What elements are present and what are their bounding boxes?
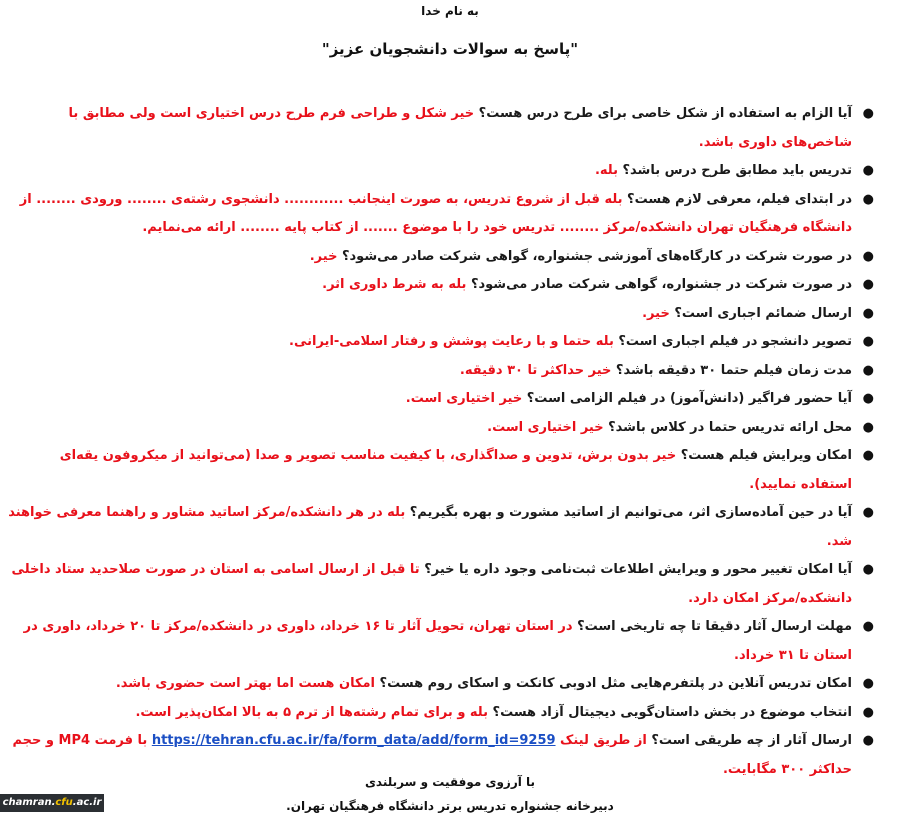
qa-item xyxy=(8,613,874,670)
answer-text: بله و برای تمام رشته‌ها از ترم ۵ به بالا امکان‌پذیر است. xyxy=(135,704,488,720)
question-text: انتخاب موضوع در بخش داستان‌گویی دیجیتال آزاد هست؟ xyxy=(488,704,852,720)
closing-signature xyxy=(0,770,900,818)
bullet-icon: ● xyxy=(862,305,874,321)
question-text: مهلت ارسال آثار دقیقا تا چه تاریخی است؟ xyxy=(572,619,852,634)
answer-text: از طریق لینک xyxy=(555,733,647,748)
question-text: تصویر دانشجو در فیلم اجباری است؟ xyxy=(613,334,852,349)
bullet-icon: ● xyxy=(862,277,874,292)
bullet-icon: ● xyxy=(862,419,874,435)
bullet-icon: ● xyxy=(862,391,874,406)
bullet-icon: ● xyxy=(862,106,874,121)
watermark-accent: cfu xyxy=(55,797,73,808)
question-text: مدت زمان فیلم حتما ۳۰ دقیقه باشد؟ xyxy=(611,362,852,378)
qa-item xyxy=(8,357,874,386)
answer-text: امکان هست اما بهتر است حضوری باشد. xyxy=(115,676,376,691)
question-text: در صورت شرکت در کارگاه‌های آموزشی جشنواره، گواهی شرکت صادر می‌شود؟ xyxy=(337,248,852,264)
question-text: تدریس باید مطابق طرح درس باشد؟ xyxy=(617,163,852,178)
answer-text: بله در هر دانشکده/مرکز اساتید مشاور و راهنما معرفی خواهند شد. xyxy=(8,505,852,549)
question-text: در صورت شرکت در جشنواره، گواهی شرکت صادر می‌شود؟ xyxy=(466,277,852,292)
answer-text: در استان تهران، تحویل آثار تا ۱۶ خرداد، داوری در دانشکده/مرکز تا ۲۰ خرداد، داوری در استان تا ۳۱ خرداد. xyxy=(23,619,852,663)
bullet-icon: ● xyxy=(862,676,874,691)
bullet-icon: ● xyxy=(862,248,874,264)
site-watermark xyxy=(0,794,104,812)
answer-text: خیر شکل و طراحی فرم طرح درس اختیاری است ولی مطابق با شاخص‌های داوری باشد. xyxy=(68,106,852,150)
closing-secretariat: دبیرخانه جشنواره تدریس برتر دانشگاه فرهنگیان تهران. xyxy=(286,799,614,813)
basmala-heading: به نام خدا xyxy=(421,4,479,18)
bullet-icon: ● xyxy=(862,163,874,178)
question-text: امکان تدریس آنلاین در پلتفرم‌هایی مثل ادوبی کانکت و اسکای روم هست؟ xyxy=(375,676,852,691)
qa-item xyxy=(8,699,874,728)
watermark-suffix: .ac.ir xyxy=(72,797,102,808)
question-text: آیا امکان تغییر محور و ویرایش اطلاعات ثبت‌نامی وجود داره یا خیر؟ xyxy=(419,562,852,577)
qa-item xyxy=(8,385,874,414)
answer-text: خیر بدون برش، تدوین و صداگذاری، با کیفیت مناسب تصویر و صدا (می‌توانید از میکروفون یقه‌ای استفاده نمایید). xyxy=(59,448,852,492)
qa-item xyxy=(8,556,874,613)
qa-item xyxy=(8,414,874,443)
qa-item xyxy=(8,442,874,499)
qa-item xyxy=(8,499,874,556)
page-title: "پاسخ به سوالات دانشجویان عزیز" xyxy=(321,40,579,58)
question-text: آیا الزام به استفاده از شکل خاصی برای طرح درس هست؟ xyxy=(474,106,852,121)
question-text: ارسال ضمائم اجباری است؟ xyxy=(669,305,852,321)
qa-item xyxy=(8,300,874,329)
question-text: امکان ویرایش فیلم هست؟ xyxy=(676,448,852,463)
answer-text: بله حتما و با رعایت پوشش و رفتار اسلامی-ایرانی. xyxy=(289,334,614,349)
qa-item xyxy=(8,271,874,300)
qa-item xyxy=(8,100,874,157)
answer-text: خیر اختیاری است. xyxy=(405,391,523,406)
answer-text: خیر. xyxy=(309,248,338,264)
answer-text: تا قبل از ارسال اسامی به استان در صورت صلاحدید ستاد داخلی دانشکده/مرکز امکان دارد. xyxy=(11,562,852,606)
answer-text: خیر. xyxy=(642,305,670,321)
bullet-icon: ● xyxy=(862,448,874,463)
question-text: ارسال آثار از چه طریقی است؟ xyxy=(646,733,852,748)
qa-item xyxy=(8,243,874,272)
answer-text: با فرمت MP4 و حجم حداکثر ۳۰۰ مگابایت. xyxy=(12,733,852,777)
bullet-icon: ● xyxy=(862,619,874,634)
question-text: آیا حضور فراگیر (دانش‌آموز) در فیلم الزامی است؟ xyxy=(522,391,852,406)
qa-item xyxy=(8,186,874,243)
submission-link[interactable]: https://tehran.cfu.ac.ir/fa/form_data/add/form_id=9259 xyxy=(151,733,556,748)
qa-list xyxy=(8,100,878,784)
watermark-prefix: chamran. xyxy=(2,797,56,808)
bullet-icon: ● xyxy=(862,505,874,520)
bullet-icon: ● xyxy=(862,562,874,577)
bullet-icon: ● xyxy=(862,191,874,207)
question-text: محل ارائه تدریس حتما در کلاس باشد؟ xyxy=(603,419,852,435)
qa-item xyxy=(8,670,874,699)
qa-item xyxy=(8,157,874,186)
question-text: در ابتدای فیلم، معرفی لازم هست؟ xyxy=(622,191,852,207)
bullet-icon: ● xyxy=(862,733,874,748)
question-text: آیا در حین آماده‌سازی اثر، می‌توانیم از اساتید مشورت و بهره بگیریم؟ xyxy=(405,505,852,520)
answer-text: بله. xyxy=(594,163,618,178)
answer-text: بله قبل از شروع تدریس، به صورت اینجانب ............ دانشجوی رشته‌ی ........ ورودی ........ از دانشگاه فرهنگیان تهران دانشکده/مرکز ........ تدریس خود را با موضوع ....... از کتاب پایه ........ ارائه می‌نمایم. xyxy=(19,191,852,235)
bullet-icon: ● xyxy=(862,334,874,349)
answer-text: خیر اختیاری است. xyxy=(487,419,604,435)
qa-item xyxy=(8,328,874,357)
answer-text: خیر حداکثر تا ۳۰ دقیقه. xyxy=(459,362,612,378)
answer-text: بله به شرط داوری اثر. xyxy=(322,277,467,292)
closing-wish: با آرزوی موفقیت و سربلندی xyxy=(364,775,536,789)
bullet-icon: ● xyxy=(862,362,874,378)
bullet-icon: ● xyxy=(862,704,874,720)
